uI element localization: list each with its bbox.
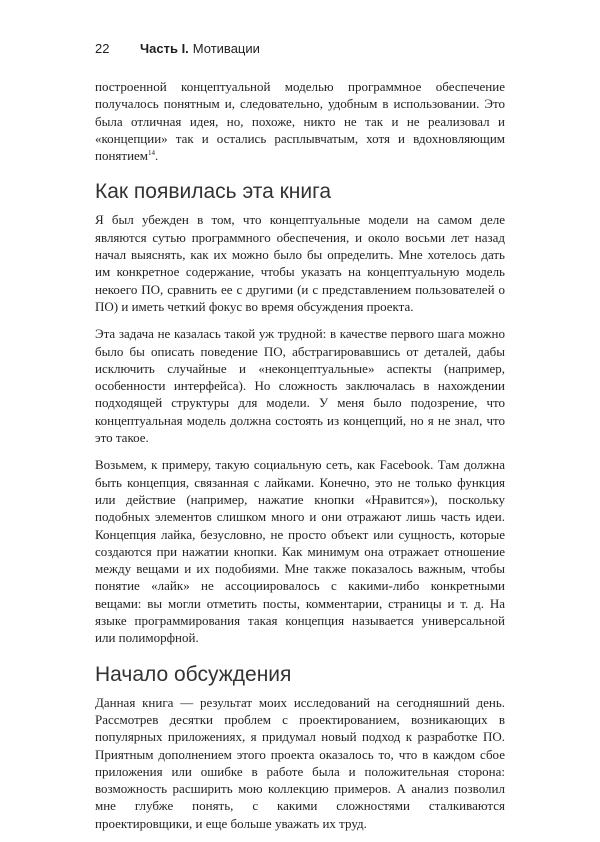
section2-paragraph-1: Данная книга — результат моих исследований на сегодняшний день. Рассмотрев десятки проблем с проектированием, возникающих в популярных приложениях, я придумал новый подход к разработке ПО. Приятным дополнением этого проекта оказалось то, что в каждом сбое приложения или ошибке в работе была и положительная сторона: возможность расширить мою коллекцию примеров. А анализ позволил мне глубже понять, с какими сложностями сталкиваются проектировщики, и еще больше уважать их труд. xyxy=(95,694,505,831)
part-title: Мотивации xyxy=(192,41,260,56)
section1-paragraph-1: Я был убежден в том, что концептуальные модели на самом деле являются сутью программного обеспечения, и около восьми лет назад начал выяснять, как их можно было бы определить. Мне хотелось дать им конкретное содержание, чтобы указать на концептуальную модель некоего ПО, сравнить ее с другими (и с представлением пользователей о ПО) и иметь четкий фокус во время обсуждения проекта. xyxy=(95,212,505,314)
section1-paragraph-3: Возьмем, к примеру, такую социальную сеть, как Facebook. Там должна быть концепция, связанная с лайками. Конечно, это не только функция или действие (например, нажатие кнопки «Нравится»), поскольку подобных элементов слишком много и они отражают лишь часть идеи. Концепция лайка, безусловно, не просто объект или сущность, которые создаются при нажатии кнопки. Как минимум она отражает отношение между вещами и их подобиями. Мне также показалось важным, чтобы понятие «лайк» не ассоциировалось с какими-либо конкретными вещами: вы могли отметить посты, комментарии, страницы и т. д. На языке программирования такая концепция называется универсальной или полиморфной. xyxy=(95,457,505,646)
footnote-reference[interactable]: 14 xyxy=(148,149,156,158)
section1-paragraph-2: Эта задача не казалась такой уж трудной: в качестве первого шага можно было бы описать поведение ПО, абстрагировавшись от деталей, дабы исключить случайные и «неконцептуальные» аспекты (например, особенности интерфейса). Но сложность заключалась в нахождении подходящей структуры для модели. У меня было подозрение, что концептуальная модель должна состоять из концепций, но я не знал, что это такое. xyxy=(95,326,505,446)
intro-paragraph-end: . xyxy=(155,148,159,164)
intro-paragraph-text: построенной концептуальной моделью программное обеспечение получалось понятным и, следовательно, удобным в использовании. Это была отличная идея, но, похоже, никто не так и не реализовал и «концепции» так и остались расплывчатым, хотя и вдохновляющим понятием xyxy=(95,79,505,164)
page-content xyxy=(95,78,505,842)
intro-paragraph xyxy=(95,78,505,164)
running-head xyxy=(95,41,260,56)
part-label: Часть I. xyxy=(140,41,189,56)
section-heading-how-book-appeared: Как появилась эта книга xyxy=(95,180,331,204)
section-heading-discussion-start: Начало обсуждения xyxy=(95,662,292,686)
page-number: 22 xyxy=(95,41,110,56)
